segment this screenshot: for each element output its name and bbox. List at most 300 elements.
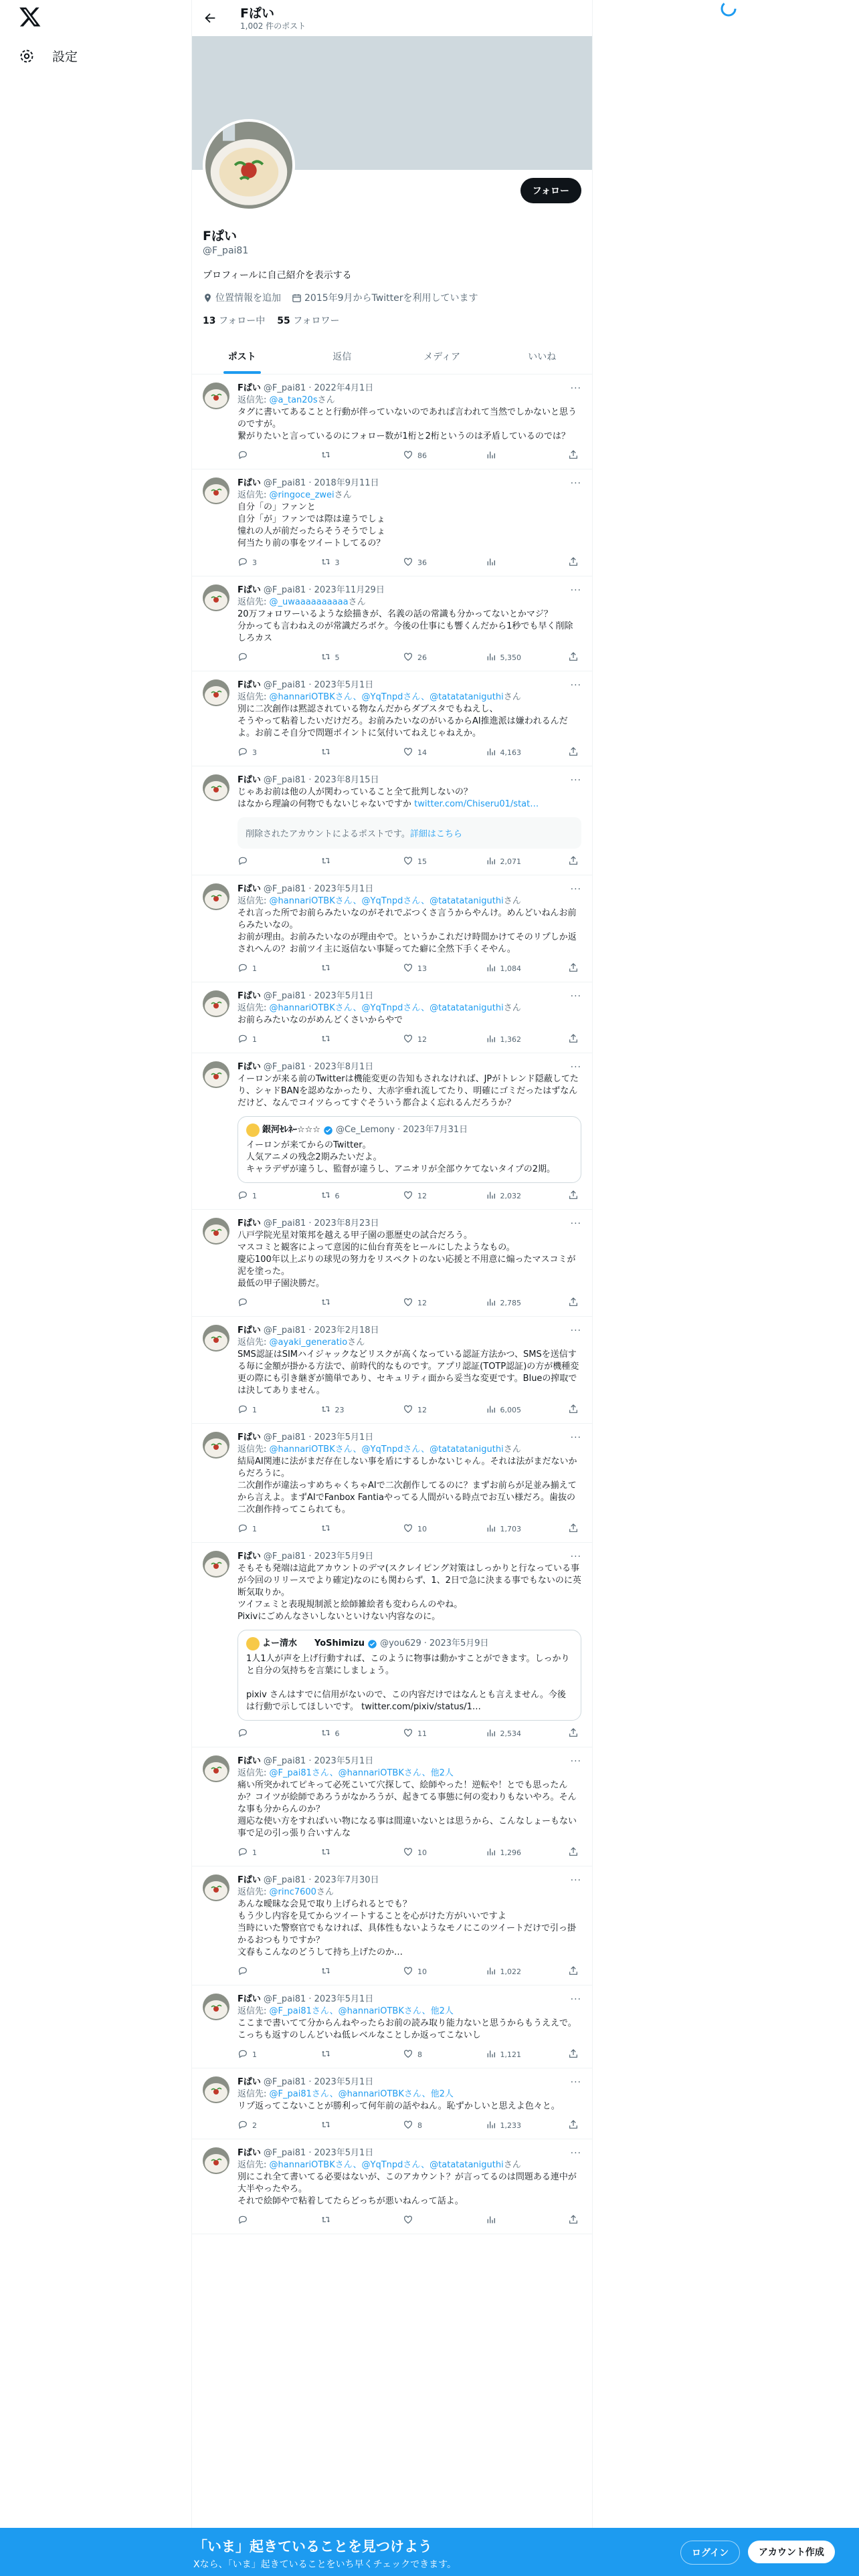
banner-subtitle: Xなら、「いま」起きていることをいち早くチェックできます。 [193,2559,457,2570]
tweet-text [237,786,581,811]
more-options-icon[interactable]: ··· [570,680,581,691]
reply-icon [237,855,248,868]
tweet-date[interactable]: 2023年8月23日 [314,1218,379,1228]
retweet-button[interactable] [320,855,367,868]
tweet-avatar[interactable] [203,1755,229,1782]
tweet-date[interactable]: 2023年2月18日 [314,1325,379,1335]
share-icon [568,962,579,975]
tweet-author-name[interactable]: Fぱい [237,2077,261,2087]
tweet-separator: · [306,478,314,488]
tweet-separator: · [306,1551,314,1562]
like-count: 10 [417,1848,427,1857]
reply-to-handle[interactable]: @hannariOTBKさん、@YqTnpdさん、@tatatataniguthi [269,692,504,702]
views-button[interactable] [486,2119,533,2132]
reply-button[interactable] [237,556,284,569]
reply-to-handle[interactable]: @rinc7600 [269,1887,316,1897]
tweet-text [237,1230,581,1290]
reply-button[interactable] [237,1190,284,1202]
reply-button[interactable] [237,2048,284,2061]
tweet-author-name[interactable]: Fぱい [237,478,261,488]
tweet-header [237,990,581,1002]
tweet-author-handle[interactable]: @F_pai81 [263,1551,306,1562]
reply-button[interactable] [237,1523,284,1535]
tweet-author-handle[interactable]: @F_pai81 [263,2077,306,2087]
retweet-button[interactable] [320,2048,367,2061]
like-button[interactable] [403,449,450,462]
tweet-avatar[interactable] [203,584,229,611]
reply-suffix: さん [503,2160,521,2170]
like-count: 11 [417,1729,427,1738]
more-options-icon[interactable]: ··· [570,1062,581,1073]
share-button[interactable] [568,651,579,664]
retweet-button[interactable] [320,1846,367,1859]
tweet-author-name[interactable]: Fぱい [237,1551,261,1562]
share-button[interactable] [568,1033,579,1046]
tab-posts[interactable]: ポスト [192,339,292,374]
reply-suffix: さん [316,1887,334,1897]
back-arrow-icon[interactable] [203,11,217,25]
quote-tweet[interactable] [237,1630,581,1721]
header-name: Fぱい [240,6,274,21]
tweet-author-name[interactable]: Fぱい [237,1325,261,1335]
retweet-button[interactable] [320,962,367,975]
tweet-author-name[interactable]: Fぱい [237,775,261,785]
retweet-icon [320,1846,331,1859]
retweet-icon [320,962,331,975]
tweet-avatar[interactable] [203,1218,229,1245]
tweet[interactable] [192,1210,592,1317]
tweet-author-handle[interactable]: @F_pai81 [263,1325,306,1335]
tweet-author-name[interactable]: Fぱい [237,585,261,595]
location-item[interactable] [203,291,281,304]
reply-button[interactable] [237,1846,284,1859]
like-button[interactable] [403,2048,450,2061]
tweet-author-handle[interactable]: @F_pai81 [263,1994,306,2004]
views-icon [486,449,496,462]
tab-replies[interactable]: 返信 [332,352,352,362]
retweet-button[interactable] [320,2214,367,2227]
views-count: 2,032 [500,1192,521,1200]
signup-button[interactable]: アカウント作成 [748,2541,835,2563]
views-button[interactable] [486,2214,533,2227]
views-button[interactable] [486,1523,533,1535]
tweet-body [237,883,581,975]
reply-icon [237,1190,248,1202]
tweet-author-name[interactable]: Fぱい [237,1756,261,1766]
more-options-icon[interactable]: ··· [570,775,581,786]
left-nav [0,0,191,2576]
like-count: 12 [417,1406,427,1414]
tweet-author-handle[interactable]: @F_pai81 [263,1756,306,1766]
share-button[interactable] [568,1190,579,1202]
tab-likes[interactable]: いいね [528,352,557,362]
views-count: 4,163 [500,748,521,757]
tweet-body [237,1874,581,1978]
verified-badge-icon [367,1639,377,1649]
tweet-date[interactable]: 2023年5月1日 [314,2148,374,2158]
tweet-avatar[interactable] [203,990,229,1017]
tweet-author-handle[interactable]: @F_pai81 [263,680,306,690]
login-button[interactable]: ログイン [680,2541,740,2565]
tweet-avatar[interactable] [203,1874,229,1901]
share-button[interactable] [568,556,579,569]
retweet-button[interactable] [320,1297,367,1309]
gear-icon [19,48,35,64]
tweet-author-name[interactable]: Fぱい [237,991,261,1001]
reply-to-handle[interactable]: @hannariOTBKさん、@YqTnpdさん、@tatatataniguthi [269,1003,504,1013]
tweet-text-content: あんな曖昧な会見で取り上げられるとでも？ もう少し内容を見てからツイートすることを心がけた方がいいですよ 当時にいた警察官でもなければ、具体性もないようなモノにこのツイートだけで引っ掛かるおつもりですか？ 文春もこんなのどうして持ち上げたのか… [237,1899,576,1957]
share-button[interactable] [568,855,579,868]
tweet-author-handle[interactable]: @F_pai81 [263,1062,306,1072]
tweet-date[interactable]: 2023年5月1日 [314,1756,374,1766]
views-button[interactable] [486,1190,533,1202]
retweet-button[interactable] [320,1033,367,1046]
tweet[interactable] [192,1424,592,1543]
share-button[interactable] [568,1297,579,1309]
reply-to-line [237,1002,581,1014]
tweet[interactable] [192,1747,592,1866]
reply-to-handle[interactable]: @F_pai81さん、@hannariOTBKさん、他2人 [269,2089,454,2099]
quote-author-handle: @Ce_Lemony [335,1125,395,1135]
tweet-text-content: お前らみたいなのがめんどくさいからやで [237,1015,403,1025]
more-options-icon[interactable]: ··· [570,2077,581,2088]
tweet[interactable] [192,1866,592,1985]
like-button[interactable] [403,1033,450,1046]
views-button[interactable] [486,651,533,664]
tweet-author-name[interactable]: Fぱい [237,884,261,894]
share-button[interactable] [568,1846,579,1859]
tweet[interactable] [192,1053,592,1210]
reply-to-handle[interactable]: @_uwaaaaaaaaaa [269,597,349,607]
reply-button[interactable] [237,855,284,868]
like-button[interactable] [403,1846,450,1859]
tweet-text [237,1073,581,1109]
tweet-author-handle[interactable]: @F_pai81 [263,884,306,894]
views-button[interactable] [486,1727,533,1740]
reply-icon [237,651,248,664]
tweet-avatar[interactable] [203,2076,229,2103]
views-icon [486,1190,496,1202]
tweet-text [237,1014,581,1027]
tweet-date[interactable]: 2023年8月15日 [314,775,379,785]
tweet-author-handle[interactable]: @F_pai81 [263,585,306,595]
reply-icon [237,1033,248,1046]
tweet-author-name[interactable]: Fぱい [237,1062,261,1072]
profile-handle: @F_pai81 [203,245,249,256]
views-button[interactable] [486,556,533,569]
followers-link[interactable] [277,314,339,327]
tweet-date[interactable]: 2023年5月1日 [314,884,374,894]
tweet-separator: · [306,884,314,894]
ramen-avatar-icon [205,122,292,209]
tweet-author-name[interactable]: Fぱい [237,1432,261,1442]
like-icon [403,1523,413,1535]
share-button[interactable] [568,1404,579,1416]
tweet-avatar[interactable] [203,1994,229,2020]
reply-icon [237,1727,248,1740]
reply-icon [237,1297,248,1309]
tweet-body [237,1432,581,1535]
tweet-text [237,1456,581,1516]
more-options-icon[interactable]: ··· [570,585,581,596]
retweet-button[interactable] [320,449,367,462]
share-icon [568,855,579,868]
like-button[interactable] [403,1523,450,1535]
views-button[interactable] [486,855,533,868]
like-count: 12 [417,1299,427,1307]
views-icon [486,1727,496,1740]
tweet-avatar[interactable] [203,2147,229,2174]
like-button[interactable] [403,1727,450,1740]
retweet-count: 23 [335,1406,345,1414]
like-button[interactable] [403,651,450,664]
reply-button[interactable] [237,746,284,759]
tweet-author-handle[interactable]: @F_pai81 [263,991,306,1001]
tweet[interactable] [192,671,592,766]
tweet-avatar[interactable] [203,679,229,706]
retweet-button[interactable] [320,556,367,569]
retweet-icon [320,449,331,462]
quote-text: イーロンが来てからのTwitter。 人気アニメの残念2期みたいだよ。 キャラデザが違うし、監督が違うし、アニオリが全部ウケてないタイプの2期。 [246,1140,555,1174]
tweet-text-content: 別に二次創作は黙認されている物なんだからダブスタでもねえし、 そうやって粘着したいだけだろ。お前みたいなのがいるからAI推進派は嫌われるんだよ。お前こそ自分で問題ポイントに気付いてねえじゃねえか。 [237,704,568,738]
like-button[interactable] [403,2119,450,2132]
reply-button[interactable] [237,1297,284,1309]
share-button[interactable] [568,746,579,759]
verified-badge-icon [323,1125,333,1136]
quote-text: 1人1人が声を上げ行動すれば、このように物事は動かすことができます。しっかりと自分の気持ちを言葉にしましょう。 pixiv さんはすでに信用がないので、この内容だけではなんとも言えません。今後は行動で示してほしいです。 twitter.com/pixiv/status/1… [246,1654,570,1712]
more-options-icon[interactable]: ··· [570,1994,581,2005]
reply-suffix: さん [317,395,335,405]
reply-to-handle[interactable]: @a_tan20s [269,395,318,405]
views-button[interactable] [486,746,533,759]
more-options-icon[interactable]: ··· [570,1218,581,1229]
reply-to-line [237,1337,581,1349]
tweet-text-content: そもそも発端は這此アカウントのデマ(スクレイピング対策はしっかりと行なっている事が今回のリリースでより確定)なのにも関わらず、1、2日で急に決まる事でもないのに英断気取りか。 ツイフェミと表現規制派と絵師雑絵者も変わらんのやね。 Pixivにごめんなさいしないといけない内容なのに。 [237,1564,581,1622]
tweet-avatar[interactable] [203,1061,229,1088]
tweet-separator: · [306,1432,314,1442]
tweet-author-handle[interactable]: @F_pai81 [263,1432,306,1442]
tweet-avatar[interactable] [203,883,229,910]
share-icon [568,1846,579,1859]
tweet-author-name[interactable]: Fぱい [237,1994,261,2004]
tweet-avatar[interactable] [203,383,229,409]
tweet[interactable] [192,1543,592,1747]
more-options-icon[interactable]: ··· [570,383,581,394]
nav-settings[interactable] [19,47,78,65]
reply-to-handle[interactable]: @hannariOTBKさん、@YqTnpdさん、@tatatataniguthi [269,896,504,906]
tweet-text-content: ここまで書いてて分からんねやったらお前の読み取り能力ないと思うからもうええで。こっちも返すのしんどいね低レベルなことしか返ってこないし [237,2018,577,2040]
share-icon [568,651,579,664]
more-options-icon[interactable]: ··· [570,1325,581,1336]
tweet[interactable] [192,469,592,576]
profile-avatar[interactable] [203,119,295,211]
deleted-quote-text: 削除されたアカウントによるポストです。 [246,829,410,839]
share-button[interactable] [568,2214,579,2227]
tweet-author-handle[interactable]: @F_pai81 [263,1875,306,1885]
tweet-author-name[interactable]: Fぱい [237,1875,261,1885]
follow-button[interactable]: フォロー [520,178,581,203]
like-button[interactable] [403,746,450,759]
reply-to-handle[interactable]: @F_pai81さん、@hannariOTBKさん、他2人 [269,2006,454,2016]
tweet-avatar[interactable] [203,774,229,801]
retweet-button[interactable] [320,746,367,759]
views-icon [486,1033,496,1046]
tweet-separator: · [306,585,314,595]
tweet[interactable] [192,1985,592,2068]
retweet-button[interactable] [320,1727,367,1740]
like-button[interactable] [403,962,450,975]
more-options-icon[interactable]: ··· [570,2148,581,2159]
views-button[interactable] [486,2048,533,2061]
tweet-author-handle[interactable]: @F_pai81 [263,478,306,488]
reply-icon [237,2048,248,2061]
tweet-date[interactable]: 2023年11月29日 [314,585,385,595]
reply-button[interactable] [237,962,284,975]
share-button[interactable] [568,1965,579,1978]
following-link[interactable] [203,314,265,327]
like-button[interactable] [403,1404,450,1416]
more-options-icon[interactable]: ··· [570,1875,581,1886]
more-options-icon[interactable]: ··· [570,1756,581,1767]
reply-to-handle[interactable]: @ringoce_zwei [269,490,335,500]
tweet[interactable] [192,2068,592,2139]
tweet-text [237,609,581,645]
reply-button[interactable] [237,1965,284,1978]
tweet-date[interactable]: 2018年9月11日 [314,478,379,488]
views-button[interactable] [486,1846,533,1859]
reply-to-line [237,1767,581,1780]
like-button[interactable] [403,556,450,569]
tweet[interactable] [192,2139,592,2234]
tweet-date[interactable]: 2023年5月1日 [314,991,374,1001]
tweet[interactable] [192,374,592,469]
tweet[interactable] [192,1317,592,1424]
tweet-date[interactable]: 2023年5月9日 [314,1551,374,1562]
tweet[interactable] [192,766,592,875]
tweet-date[interactable]: 2022年4月1日 [314,383,374,393]
tweet-date[interactable]: 2023年8月1日 [314,1062,374,1072]
retweet-icon [320,2048,331,2061]
more-options-icon[interactable]: ··· [570,991,581,1002]
reply-prefix: 返信先: [237,1768,270,1778]
views-icon [486,962,496,975]
reply-to-handle[interactable]: @hannariOTBKさん、@YqTnpdさん、@tatatataniguthi [269,1444,504,1455]
more-options-icon[interactable]: ··· [570,884,581,895]
retweet-button[interactable] [320,1404,367,1416]
tweet-avatar[interactable] [203,1432,229,1459]
reply-button[interactable] [237,651,284,664]
reply-button[interactable] [237,1727,284,1740]
views-count: 2,071 [500,857,521,866]
tweet-text [237,1563,581,1623]
quote-tweet[interactable] [237,1116,581,1183]
like-button[interactable] [403,1965,450,1978]
like-button[interactable] [403,2214,450,2227]
tweet-header [237,1432,581,1444]
reply-button[interactable] [237,2214,284,2227]
views-button[interactable] [486,1404,533,1416]
tweet[interactable] [192,576,592,671]
tweet[interactable] [192,875,592,982]
like-button[interactable] [403,1297,450,1309]
more-options-icon[interactable]: ··· [570,478,581,489]
quote-author-name: よー清水 YoShimizu [262,1638,365,1648]
like-button[interactable] [403,855,450,868]
x-logo-icon[interactable] [19,5,41,28]
reply-button[interactable] [237,1033,284,1046]
tweet-link[interactable]: twitter.com/Chiseru01/stat… [414,799,539,809]
share-button[interactable] [568,2048,579,2061]
retweet-button[interactable] [320,1523,367,1535]
tweet-author-name[interactable]: Fぱい [237,383,261,393]
retweet-button[interactable] [320,1190,367,1202]
tweet-author-handle[interactable]: @F_pai81 [263,1218,306,1228]
tweet-author-name[interactable]: Fぱい [237,1218,261,1228]
tweet-author-handle[interactable]: @F_pai81 [263,775,306,785]
share-button[interactable] [568,2119,579,2132]
tweet-date[interactable]: 2023年5月1日 [314,1994,374,2004]
tweet-author-name[interactable]: Fぱい [237,680,261,690]
reply-prefix: 返信先: [237,597,270,607]
tweet-date[interactable]: 2023年7月30日 [314,1875,379,1885]
tweet-date[interactable]: 2023年5月1日 [314,2077,374,2087]
tweet-author-handle[interactable]: @F_pai81 [263,2148,306,2158]
views-button[interactable] [486,962,533,975]
share-button[interactable] [568,962,579,975]
reply-button[interactable] [237,449,284,462]
retweet-button[interactable] [320,2119,367,2132]
retweet-button[interactable] [320,651,367,664]
tab-media[interactable]: メディア [423,352,461,362]
tweet-header [237,1061,581,1073]
tweet-avatar[interactable] [203,477,229,504]
deleted-quote-details-link[interactable]: 詳細はこちら [409,829,462,839]
share-button[interactable] [568,1523,579,1535]
like-count: 12 [417,1192,427,1200]
reply-to-handle[interactable]: @ayaki_generatio [269,1337,348,1348]
tweet-body [237,774,581,868]
reply-count: 3 [252,748,257,757]
reply-count: 1 [252,1035,257,1044]
tweet-author-handle[interactable]: @F_pai81 [263,383,306,393]
reply-button[interactable] [237,2119,284,2132]
tweet-author-name[interactable]: Fぱい [237,2148,261,2158]
share-button[interactable] [568,1727,579,1740]
reply-count: 1 [252,2050,257,2059]
reply-button[interactable] [237,1404,284,1416]
share-button[interactable] [568,449,579,462]
like-button[interactable] [403,1190,450,1202]
reply-to-line [237,2159,581,2171]
top-bar [192,0,592,36]
reply-to-handle[interactable]: @hannariOTBKさん、@YqTnpdさん、@tatatataniguthi [269,2160,504,2170]
tweet-date[interactable]: 2023年5月1日 [314,680,374,690]
tweet-date[interactable]: 2023年5月1日 [314,1432,374,1442]
like-icon [403,651,413,664]
views-button[interactable] [486,1297,533,1309]
retweet-button[interactable] [320,1965,367,1978]
more-options-icon[interactable]: ··· [570,1551,581,1562]
tweet[interactable] [192,982,592,1053]
views-button[interactable] [486,1033,533,1046]
views-button[interactable] [486,1965,533,1978]
tweet-avatar[interactable] [203,1551,229,1578]
views-button[interactable] [486,449,533,462]
share-icon [568,556,579,569]
more-options-icon[interactable]: ··· [570,1432,581,1443]
tweet-avatar[interactable] [203,1325,229,1352]
reply-to-handle[interactable]: @F_pai81さん、@hannariOTBKさん、他2人 [269,1768,454,1778]
